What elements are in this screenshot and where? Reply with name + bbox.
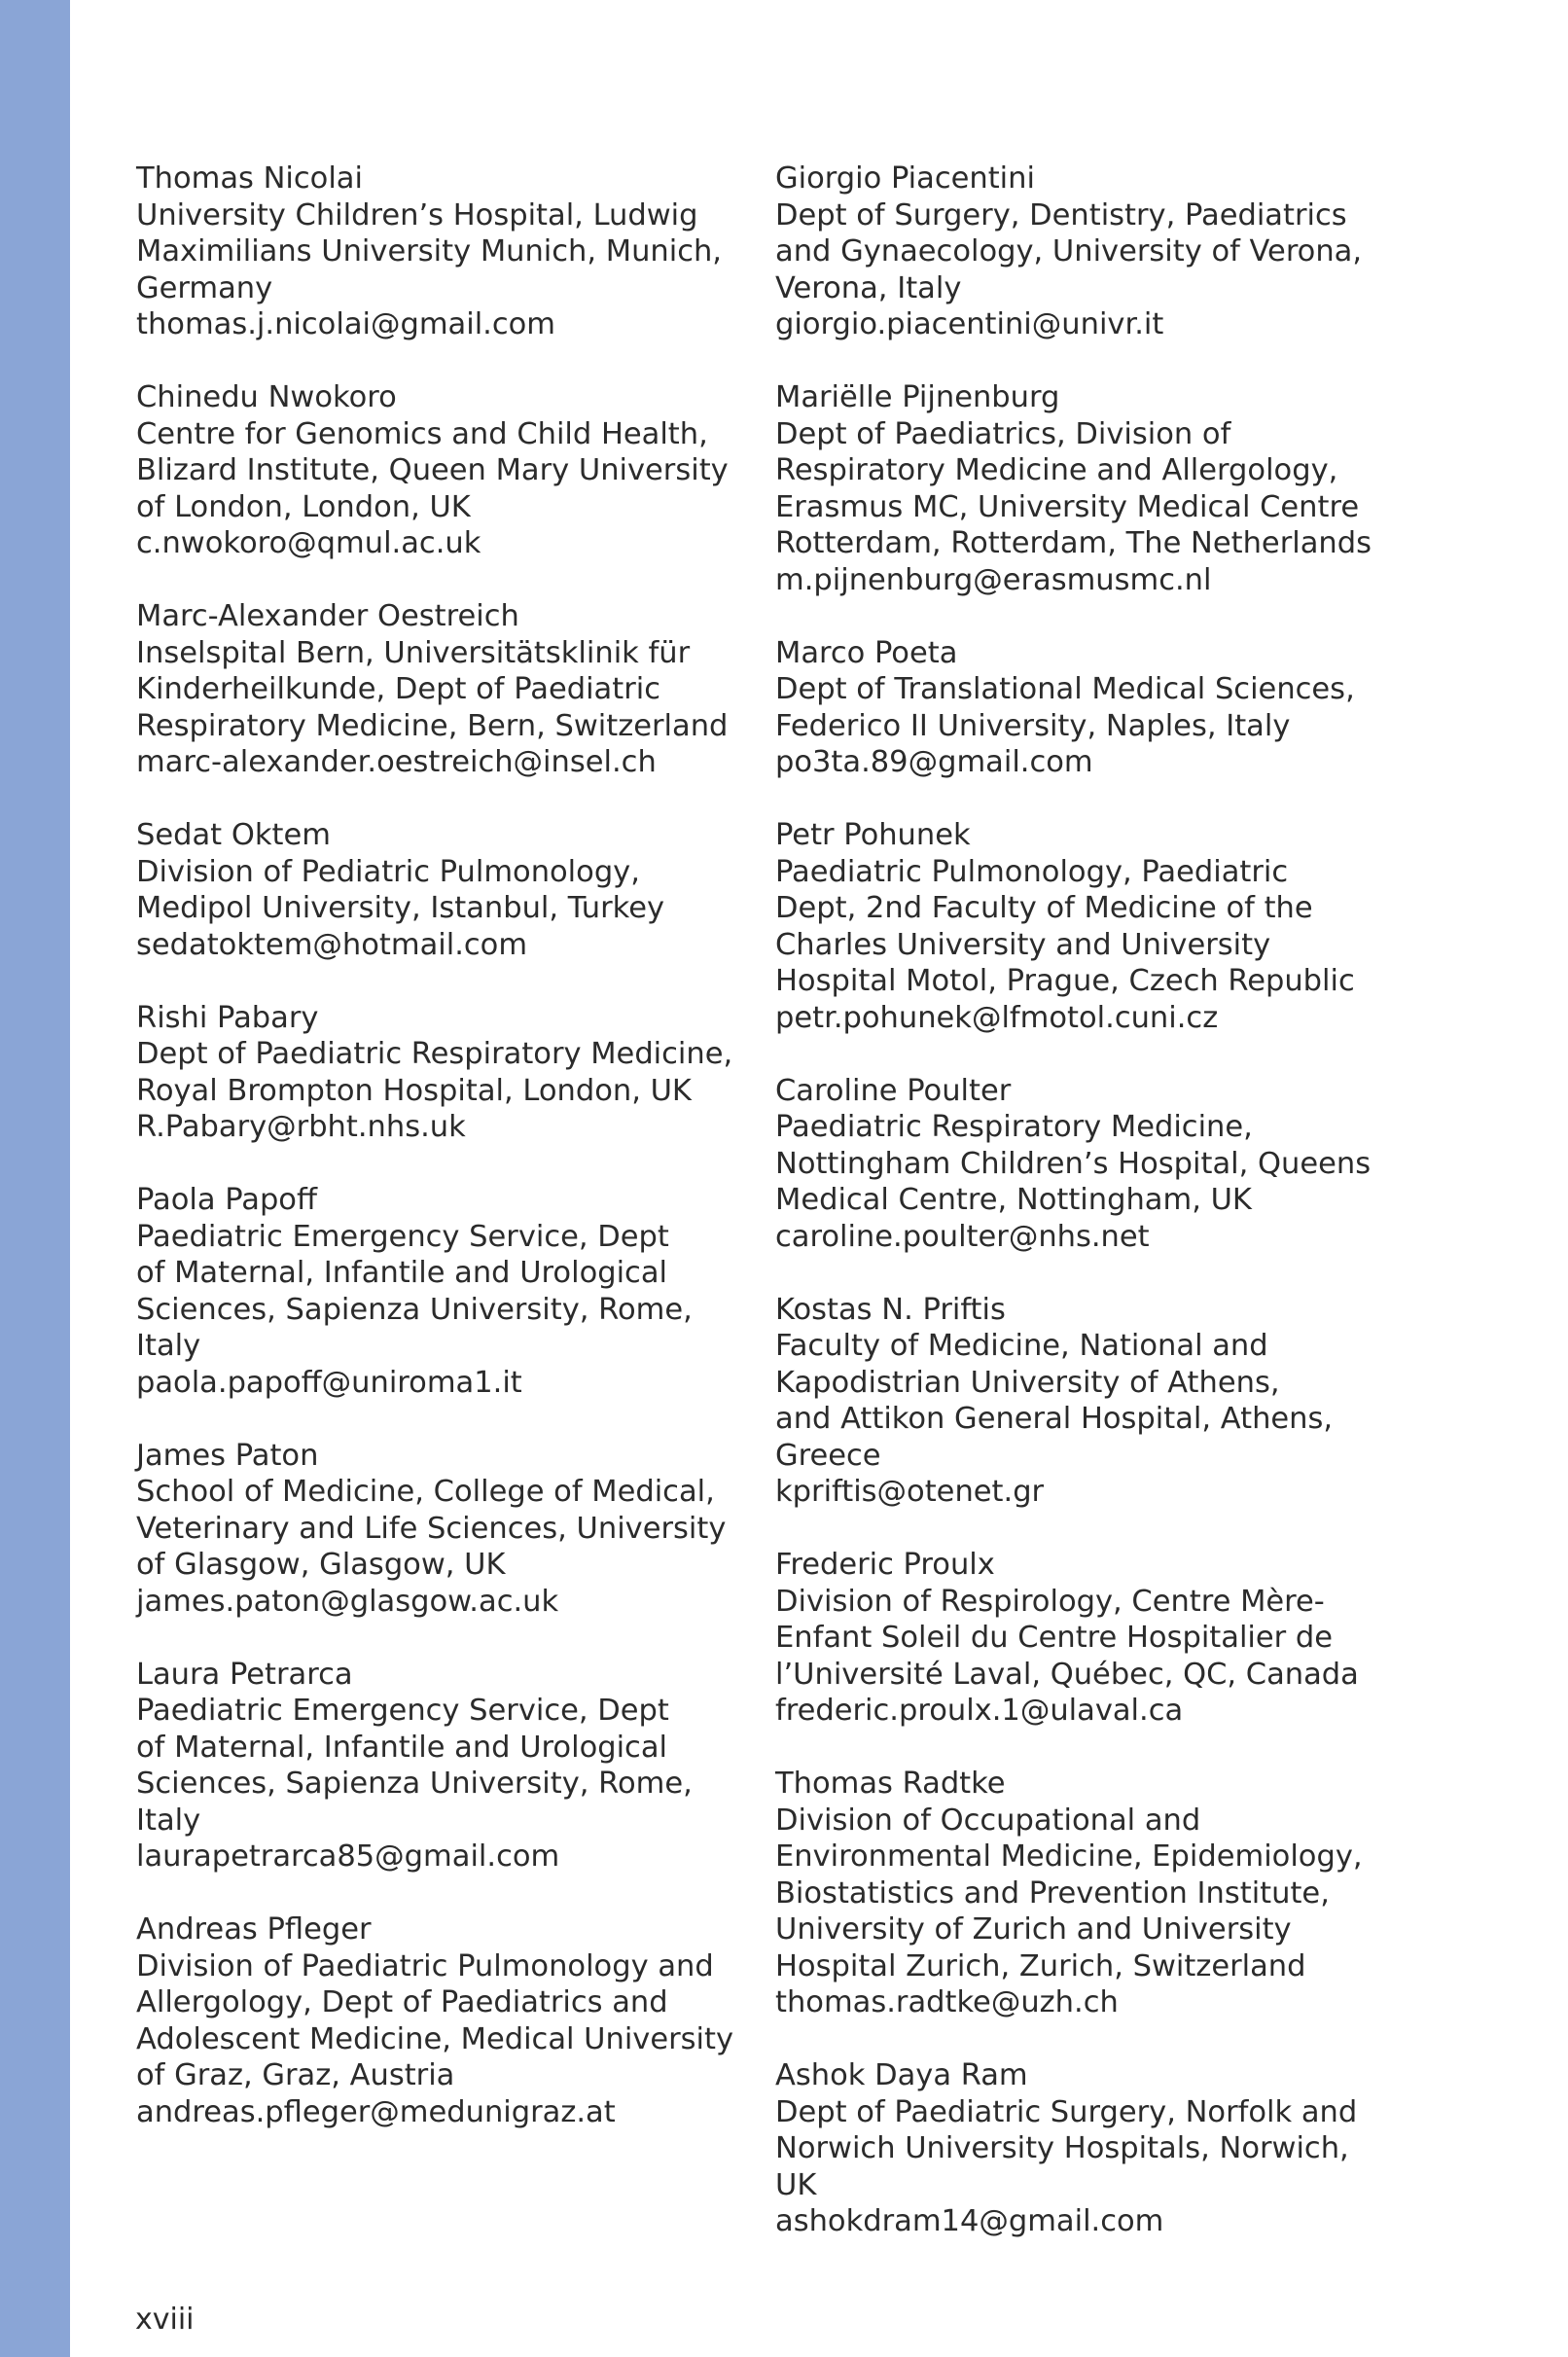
- contributor-affiliation-line: Respiratory Medicine, Bern, Switzerland: [136, 708, 729, 743]
- contributor-affiliation-line: Federico II University, Naples, Italy: [775, 708, 1291, 743]
- contributor-affiliation-line: Division of Respirology, Centre Mère-: [775, 1584, 1325, 1619]
- contributor-name: Thomas Radtke: [775, 1767, 1006, 1801]
- contributor-affiliation-line: University of Zurich and University: [775, 1912, 1292, 1946]
- contributor-affiliation-line: l’Université Laval, Québec, QC, Canada: [775, 1657, 1359, 1692]
- contributor-email: kpriftis@otenet.gr: [775, 1475, 1045, 1509]
- contributor-affiliation-line: Division of Pediatric Pulmonology,: [136, 854, 640, 889]
- left-column: [136, 161, 734, 2167]
- contributor-affiliation-line: Greece: [775, 1438, 881, 1473]
- contributor-affiliation-line: Dept of Paediatric Surgery, Norfolk and: [775, 2094, 1358, 2129]
- contributor-affiliation-line: Sciences, Sapienza University, Rome,: [136, 1292, 693, 1327]
- contributor-email: ashokdram14@gmail.com: [775, 2204, 1164, 2238]
- contributor-email: petr.pohunek@lfmotol.cuni.cz: [775, 1000, 1219, 1035]
- contributor-affiliation-line: Nottingham Children’s Hospital, Queens: [775, 1146, 1372, 1181]
- contributor-email: giorgio.piacentini@univr.it: [775, 307, 1164, 341]
- contributor-affiliation-line: Division of Paediatric Pulmonology and: [136, 1948, 714, 1983]
- contributor-entry: [136, 1657, 720, 1875]
- contributor-affiliation-line: Respiratory Medicine and Allergology,: [775, 453, 1338, 487]
- contributor-name: James Paton: [136, 1438, 319, 1473]
- contributor-affiliation-line: Paediatric Pulmonology, Paediatric: [775, 854, 1289, 889]
- contributor-affiliation-line: Adolescent Medicine, Medical University: [136, 2021, 734, 2056]
- contributor-affiliation-line: Inselspital Bern, Universitätsklinik für: [136, 635, 691, 670]
- contributor-name: Paola Papoff: [136, 1183, 317, 1217]
- contributor-affiliation-line: Biostatistics and Prevention Institute,: [775, 1875, 1330, 1911]
- contributor-affiliation-line: and Attikon General Hospital, Athens,: [775, 1402, 1334, 1436]
- page-number: xviii: [135, 2303, 195, 2337]
- contributor-affiliation-line: University Children’s Hospital, Ludwig: [136, 197, 698, 232]
- contributor-name: Marco Poeta: [775, 635, 958, 670]
- contributor-entry: [136, 1182, 720, 1401]
- contributor-affiliation-line: Paediatric Respiratory Medicine,: [775, 1110, 1253, 1144]
- contributor-affiliation-line: Dept of Paediatric Respiratory Medicine,: [136, 1037, 733, 1071]
- contributor-entry: [775, 1073, 1372, 1256]
- contributor-affiliation-line: of Maternal, Infantile and Urological: [136, 1256, 667, 1290]
- contributor-affiliation-line: Royal Brompton Hospital, London, UK: [136, 1073, 692, 1108]
- contributor-affiliation-line: Faculty of Medicine, National and: [775, 1329, 1268, 1363]
- contributor-affiliation-line: Maximilians University Munich, Munich,: [136, 234, 723, 268]
- contributor-affiliation-line: Division of Occupational and: [775, 1803, 1201, 1838]
- contributor-email: sedatoktem@hotmail.com: [136, 927, 528, 962]
- contributor-name: Sedat Oktem: [136, 818, 331, 852]
- contributor-affiliation-line: Paediatric Emergency Service, Dept: [136, 1694, 669, 1728]
- contributor-affiliation-line: Italy: [136, 1803, 201, 1838]
- contributor-affiliation-line: Rotterdam, Rotterdam, The Netherlands: [775, 526, 1372, 560]
- contributor-affiliation-line: UK: [775, 2167, 817, 2202]
- contributor-name: Caroline Poulter: [775, 1073, 1012, 1108]
- contributor-name: Giorgio Piacentini: [775, 161, 1035, 196]
- contributor-email: frederic.proulx.1@ulaval.ca: [775, 1694, 1184, 1728]
- contributor-affiliation-line: Dept of Translational Medical Sciences,: [775, 672, 1355, 706]
- contributor-affiliation-line: of Glasgow, Glasgow, UK: [136, 1548, 506, 1582]
- contributor-entry: [775, 1547, 1359, 1730]
- contributor-affiliation-line: Kapodistrian University of Athens,: [775, 1365, 1280, 1400]
- contributor-entry: [775, 1766, 1363, 2021]
- contributor-affiliation-line: Italy: [136, 1329, 201, 1363]
- contributor-email: m.pijnenburg@erasmusmc.nl: [775, 562, 1212, 597]
- contributor-email: james.paton@glasgow.ac.uk: [136, 1584, 559, 1619]
- contributor-affiliation-line: Medical Centre, Nottingham, UK: [775, 1183, 1252, 1217]
- contributor-affiliation-line: Allergology, Dept of Paediatrics and: [136, 1985, 668, 2019]
- contributor-affiliation-line: Dept of Paediatrics, Division of: [775, 416, 1231, 451]
- contributor-name: Andreas Pfleger: [136, 1912, 372, 1946]
- contributor-entry: [136, 817, 720, 963]
- contributor-affiliation-line: of London, London, UK: [136, 489, 471, 524]
- contributor-name: Frederic Proulx: [775, 1548, 995, 1582]
- contributor-affiliation-line: Verona, Italy: [775, 270, 962, 305]
- contributor-affiliation-line: Charles University and University: [775, 927, 1271, 962]
- contributor-affiliation-line: Kinderheilkunde, Dept of Paediatric: [136, 672, 660, 706]
- contributor-email: caroline.poulter@nhs.net: [775, 1219, 1150, 1254]
- contributor-email: c.nwokoro@qmul.ac.uk: [136, 526, 481, 560]
- contributor-affiliation-line: Centre for Genomics and Child Health,: [136, 416, 708, 451]
- contributor-entry: [136, 1911, 734, 2130]
- contributor-entry: [775, 817, 1359, 1036]
- contributor-entry: [775, 2057, 1359, 2240]
- contributor-name: Laura Petrarca: [136, 1657, 353, 1692]
- contributor-entry: [775, 379, 1372, 598]
- contributor-affiliation-line: and Gynaecology, University of Verona,: [775, 234, 1363, 268]
- contributor-affiliation-line: Veterinary and Life Sciences, University: [136, 1511, 727, 1546]
- contributor-name: Kostas N. Priftis: [775, 1292, 1006, 1327]
- contributor-entry: [136, 1438, 727, 1621]
- contributor-entry: [136, 379, 729, 562]
- contributor-affiliation-line: Environmental Medicine, Epidemiology,: [775, 1839, 1363, 1874]
- contributor-affiliation-line: Erasmus MC, University Medical Centre: [775, 489, 1360, 524]
- contributor-affiliation-line: Dept, 2nd Faculty of Medicine of the: [775, 891, 1313, 925]
- contributor-name: Petr Pohunek: [775, 818, 971, 852]
- contributor-name: Mariëlle Pijnenburg: [775, 380, 1060, 414]
- contributor-affiliation-line: Blizard Institute, Queen Mary University: [136, 453, 729, 487]
- contributor-email: paola.papoff@uniroma1.it: [136, 1365, 522, 1400]
- contributor-entry: [136, 1000, 733, 1146]
- right-column: [775, 161, 1372, 2276]
- contributor-entry: [775, 635, 1359, 781]
- contributor-affiliation-line: Dept of Surgery, Dentistry, Paediatrics: [775, 197, 1347, 232]
- contributor-affiliation-line: of Graz, Graz, Austria: [136, 2058, 455, 2092]
- contributor-affiliation-line: Hospital Motol, Prague, Czech Republic: [775, 964, 1355, 998]
- contributor-entry: [775, 161, 1363, 343]
- contributor-name: Thomas Nicolai: [136, 161, 363, 196]
- contributor-name: Marc-Alexander Oestreich: [136, 599, 519, 633]
- contributor-affiliation-line: Hospital Zurich, Zurich, Switzerland: [775, 1948, 1306, 1983]
- side-accent-bar: [0, 0, 70, 2357]
- contributor-email: thomas.j.nicolai@gmail.com: [136, 307, 556, 341]
- contributor-email: po3ta.89@gmail.com: [775, 745, 1093, 779]
- contributor-affiliation-line: Norwich University Hospitals, Norwich,: [775, 2131, 1349, 2165]
- contributor-entry: [136, 598, 729, 781]
- contributor-affiliation-line: Enfant Soleil du Centre Hospitalier de: [775, 1621, 1334, 1655]
- contributor-email: laurapetrarca85@gmail.com: [136, 1839, 560, 1874]
- contributor-entry: [136, 161, 723, 343]
- contributor-email: andreas.pfleger@medunigraz.at: [136, 2094, 616, 2129]
- contributor-email: marc-alexander.oestreich@insel.ch: [136, 745, 657, 779]
- contributor-name: Ashok Daya Ram: [775, 2058, 1028, 2092]
- contributor-affiliation-line: Medipol University, Istanbul, Turkey: [136, 891, 665, 925]
- contributor-email: thomas.radtke@uzh.ch: [775, 1985, 1119, 2019]
- contributor-affiliation-line: Paediatric Emergency Service, Dept: [136, 1219, 669, 1254]
- contributor-affiliation-line: Germany: [136, 270, 273, 305]
- contributor-email: R.Pabary@rbht.nhs.uk: [136, 1110, 466, 1144]
- contributor-affiliation-line: Sciences, Sapienza University, Rome,: [136, 1767, 693, 1801]
- contributor-affiliation-line: School of Medicine, College of Medical,: [136, 1475, 715, 1509]
- contributor-name: Rishi Pabary: [136, 1000, 319, 1035]
- contributor-entry: [775, 1292, 1359, 1511]
- contributor-name: Chinedu Nwokoro: [136, 380, 397, 414]
- contributor-affiliation-line: of Maternal, Infantile and Urological: [136, 1730, 667, 1765]
